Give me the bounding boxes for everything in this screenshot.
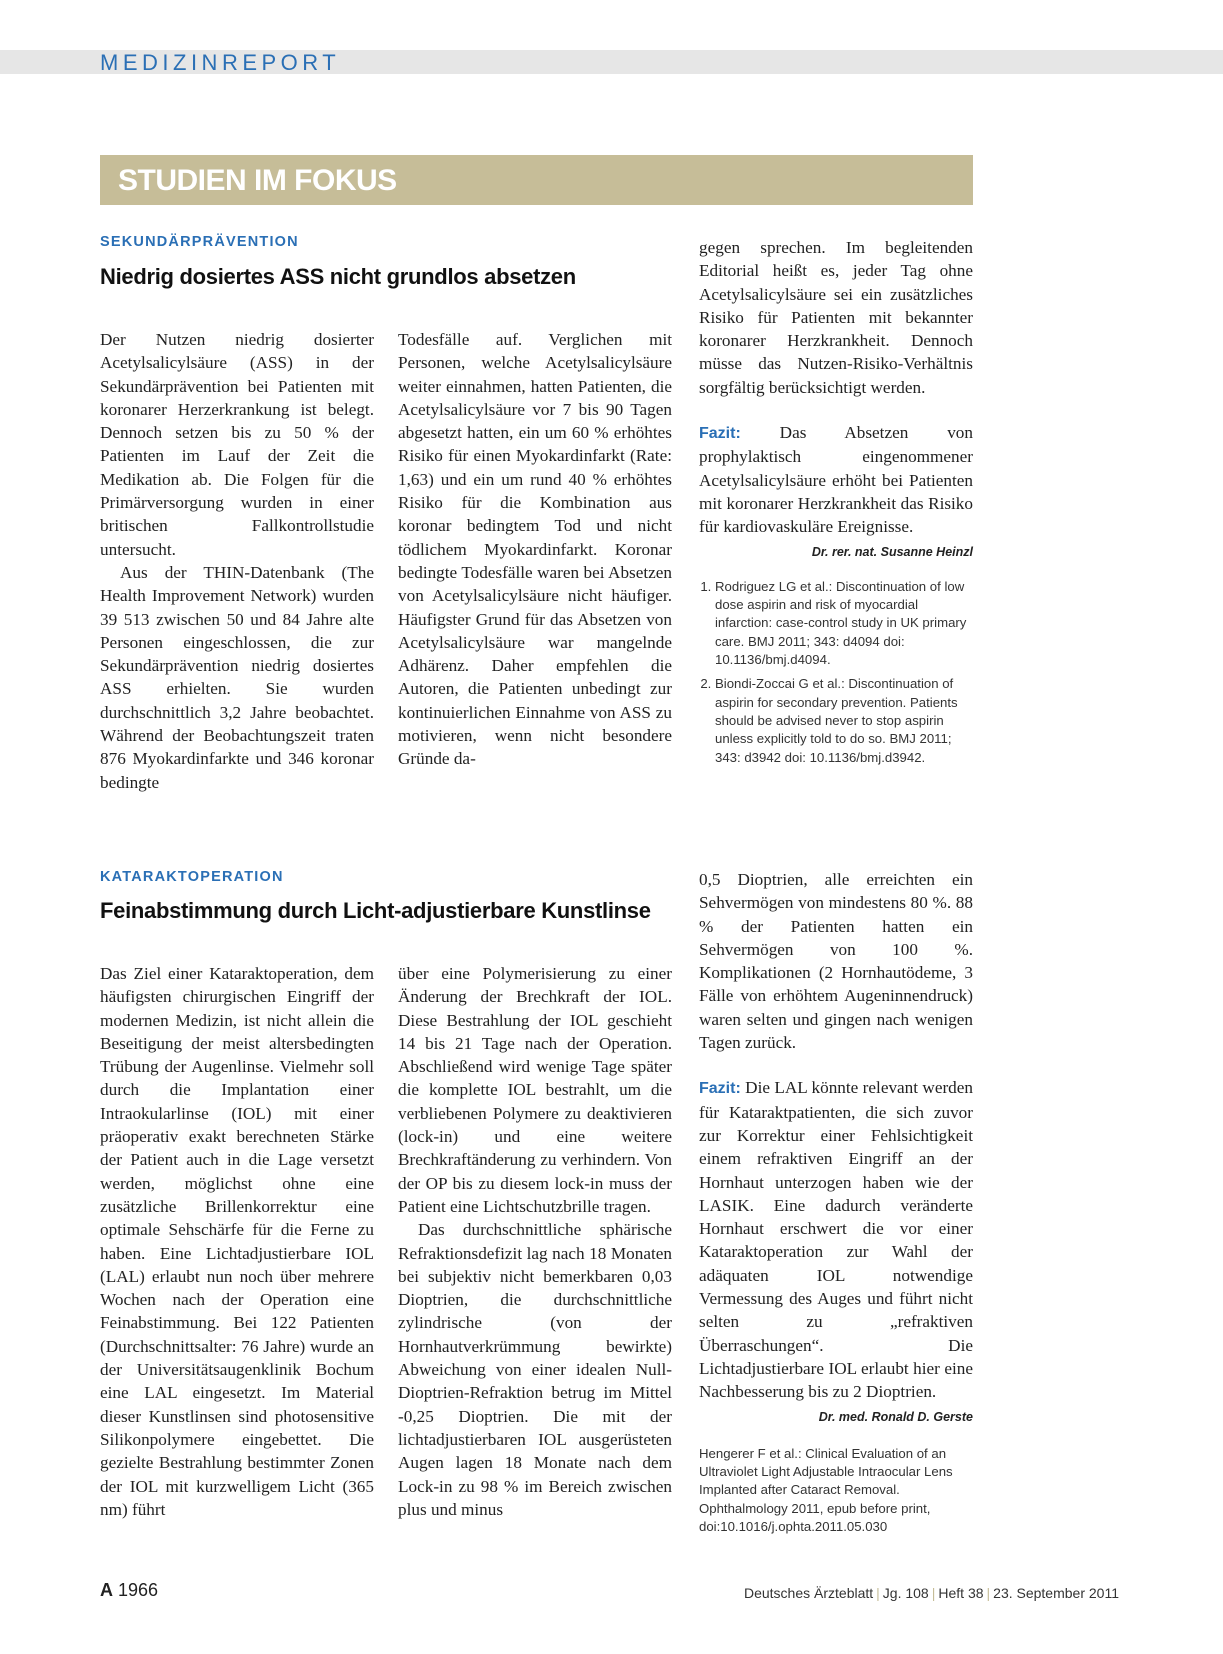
article2-paragraph: über eine Polymerisierung zu einer Änderung der Brechkraft der IOL. Diese Bestrahlung der IOL geschieht 14 bis 21 Tage nach der Operation. Abschließend wird wenige Tage später die komplette IOL bestrahlt, um die verbliebenen Polymere zu deaktivieren (lock-in) und eine weitere Brechkraftänderung zu verhindern. Von der OP bis zu diesem lock-in muss der Patient eine Lichtschutzbrille tragen. [398, 964, 672, 1216]
article1-author: Dr. rer. nat. Susanne Heinzl [811, 544, 973, 559]
fazit-text: Die LAL könnte relevant werden für Kataraktpatienten, die sich zuvor zur Korrektur einer Fehlsichtigkeit einem refraktiven Eingriff an der Hornhaut unterzogen haben wie der LASIK. Eine dadurch veränderte Hornhaut erschwert die vor einer Kataraktoperation zur Wahl der adäquaten IOL notwendige Vermessung des Auges und führt nicht selten zu „refraktiven Überraschungen“. Die Lichtadjustierbare IOL erlaubt hier eine Nachbesserung bis zu 2 Dioptrien. [699, 1078, 973, 1402]
journal-volume: Jg. 108 [882, 1585, 929, 1601]
page-number [100, 1580, 158, 1601]
article2-kicker: KATARAKTOPERATION [100, 869, 284, 885]
article1-paragraph: Todesfälle auf. Verglichen mit Personen, welche Acetylsalicylsäure weiter einnahmen, hatten Patienten, die Acetylsalicylsäure vor 7 bis 90 Tagen abgesetzt hatten, ein um 60 % erhöhtes Risiko für einen Myokardinfarkt (Rate: 1,63) und ein um rund 40 % erhöhtes Risiko für die Kombination aus koronar bedingtem Tod und nicht tödlichem Myokardinfarkt. Koronar bedingte Todesfälle waren bei Absetzen von Acetylsalicylsäure nicht häufiger. Häufigster Grund für das Absetzen von Acetylsalicylsäure war mangelnde Adhärenz. Daher empfehlen die Autoren, die Patienten unbedingt zur kontinuierlichen Einnahme von ASS zu motivieren, wenn nicht besondere Gründe da- [398, 330, 672, 769]
article1-column-2 [398, 328, 672, 771]
journal-name: Deutsches Ärzteblatt [743, 1585, 874, 1601]
banner-title: STUDIEN IM FOKUS [118, 164, 397, 197]
article1-paragraph: Der Nutzen niedrig dosierter Acetylsalicylsäure (ASS) in der Sekundärprävention bei Patienten mit koronarer Herzerkrankung ist belegt. Dennoch setzen bis zu 50 % der Patienten im Lauf der Zeit die Medikation ab. Die Folgen für die Primärversorgung wurden in einer britischen Fallkontrollstudie untersucht. [100, 330, 374, 559]
separator: | [986, 1585, 991, 1601]
article1-paragraph: gegen sprechen. Im begleitenden Editorial heißt es, jeder Tag ohne Acetylsalicylsäure sei ein zusätzliches Risiko für Patienten mit bekannter koronarer Herzkrankheit. Dennoch müsse das Nutzen-Risiko-Verhältnis sorgfältig berücksichtigt werden. [699, 238, 973, 397]
article2-column-2 [398, 962, 672, 1521]
article2-paragraph: 0,5 Dioptrien, alle erreichten ein Sehvermögen von mindestens 80 %. 88 % der Patienten hatten ein Sehvermögen von 100 %. Komplikationen (2 Hornhautödeme, 3 Fälle von erhöhtem Augeninnendruck) waren selten und gingen nach wenigen Tagen zurück. [699, 870, 973, 1053]
article2-fazit [699, 1076, 973, 1403]
article2-reference: Hengerer F et al.: Clinical Evaluation of an Ultraviolet Light Adjustable Intraocular Lens Implanted after Cataract Removal. Ophthalmology 2011, epub before print, doi:10.1016/j.ophta.2011.05.030 [699, 1445, 953, 1535]
fazit-label: Fazit: [699, 1080, 741, 1098]
article1-column-1 [100, 328, 374, 794]
article2-paragraph: Das durchschnittliche sphärische Refraktionsdefizit lag nach 18 Monaten bei subjektiv nicht bemerkbaren 0,03 Dioptrien, die durchschnittliche zylindrische (von der Hornhautverkrümmung bewirkte) Abweichung von einer idealen Null-Dioptrien-Refraktion betrug im Mittel -0,25 Dioptrien. Die mit der lichtadjustierbaren IOL ausgerüsteten Augen lagen 18 Monate nach dem Lock-in zu 98 % im Bereich zwischen plus und minus [398, 1220, 672, 1519]
banner [100, 155, 973, 205]
journal-date: 23. September 2011 [993, 1585, 1119, 1601]
page-number-value: 1966 [118, 1580, 159, 1600]
article2-column-1 [100, 962, 374, 1521]
journal-info [744, 1585, 1119, 1601]
section-label: MEDIZINREPORT [100, 50, 341, 75]
journal-issue: Heft 38 [938, 1585, 984, 1601]
article1-column-3 [699, 236, 973, 773]
article2-paragraph: Das Ziel einer Kataraktoperation, dem häufigsten chirurgischen Eingriff der modernen Medizin, ist nicht allein die Beseitigung der meist altersbedingten Trübung der Augenlinse. Vielmehr soll durch die Implantation einer Intraokularlinse (IOL) mit einer präoperativ exakt berechneten Stärke der Patient auch in die Lage versetzt werden, möglichst ohne eine zusätzliche Brillenkorrektur eine optimale Sehschärfe für die Ferne zu haben. Eine Lichtadjustierbare IOL (LAL) erlaubt nun noch über mehrere Wochen nach der Operation eine Feinabstimmung. Bei 122 Patienten (Durchschnittsalter: 76 Jahre) wurde an der Universitätsaugenklinik Bochum eine LAL eingesetzt. Im Material dieser Kunstlinsen sind photosensitive Silikonpolymere eingebettet. Die gezielte Bestrahlung bestimmter Zonen der IOL mit kurzwelligem Licht (365 nm) führt [100, 964, 374, 1519]
article1-headline: Niedrig dosiertes ASS nicht grundlos absetzen [100, 264, 576, 289]
fazit-text: Das Absetzen von prophylaktisch eingenommener Acetylsalicylsäure erhöht bei Patienten mit koronarer Herzkrankheit das Risiko für kardiovaskuläre Ereignisse. [699, 423, 973, 537]
article2-column-3 [699, 868, 973, 1536]
separator: | [931, 1585, 936, 1601]
article2-headline: Feinabstimmung durch Licht-adjustierbare Kunstlinse [100, 898, 651, 923]
article1-paragraph: Aus der THIN-Datenbank (The Health Improvement Network) wurden 39 513 zwischen 50 und 84 Jahre alte Personen eingeschlossen, die zur Sekundärprävention niedrig dosiertes ASS erhielten. Sie wurden durchschnittlich 3,2 Jahre beobachtet. Während der Beobachtungszeit traten 876 Myokardinfarkte und 346 koronar bedingte [100, 562, 374, 792]
reference-item: 1. Rodriguez LG et al.: Discontinuation of low dose aspirin and risk of myocardial infarction: case-control study in UK primary care. BMJ 2011; 343: d4094 doi: 10.1136/bmj.d4094. [715, 578, 973, 669]
article1-references [699, 578, 973, 767]
article1-kicker: SEKUNDÄRPRÄVENTION [100, 234, 299, 250]
article2-author: Dr. med. Ronald D. Gerste [818, 1409, 973, 1424]
article1-fazit [699, 421, 973, 538]
fazit-label: Fazit: [699, 425, 741, 443]
reference-item: 2. Biondi-Zoccai G et al.: Discontinuation of aspirin for secondary prevention. Patients should be advised never to stop aspirin unless explicitly told to do so. BMJ 2011; 343: d3942 doi: 10.1136/bmj.d3942. [715, 675, 973, 766]
separator: | [876, 1585, 880, 1601]
page-prefix: A [100, 1580, 113, 1600]
